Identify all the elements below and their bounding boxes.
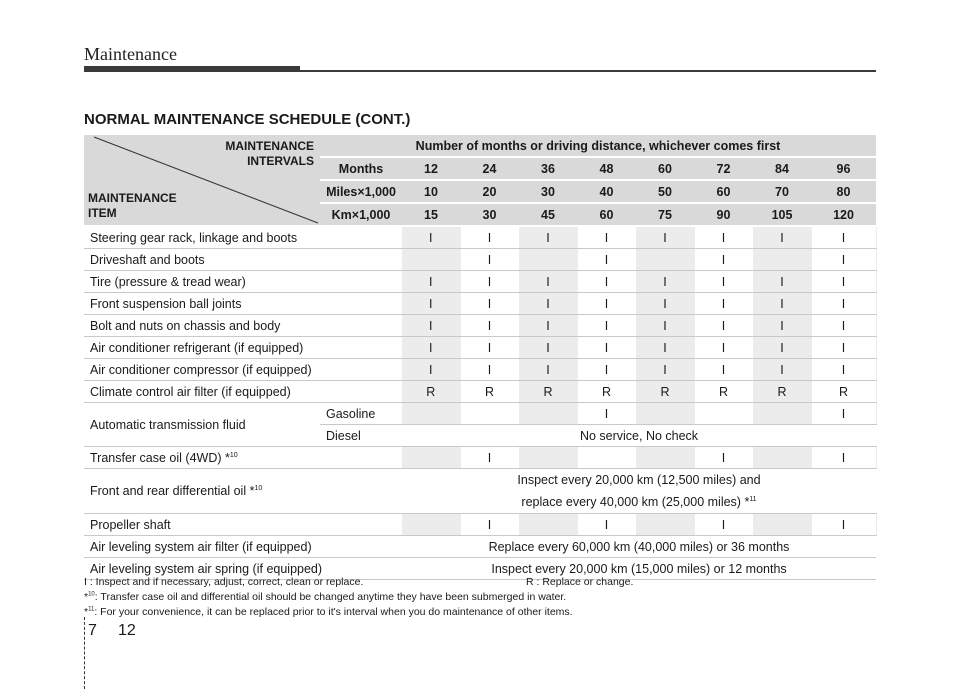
- item-name: Propeller shaft: [84, 514, 402, 536]
- note-line: [406, 490, 872, 512]
- schedule-cell: I: [402, 315, 460, 337]
- scale-value: 40: [577, 180, 636, 203]
- schedule-cell: I: [694, 337, 753, 359]
- corner-header-cell: [84, 135, 320, 227]
- schedule-cell: I: [753, 359, 811, 381]
- item-name-text: Transfer case oil (4WD) *: [90, 450, 230, 465]
- schedule-cell: [519, 514, 577, 536]
- fuel-type-label: Diesel: [320, 425, 402, 447]
- schedule-cell: R: [577, 381, 636, 403]
- schedule-cell: I: [402, 226, 460, 249]
- schedule-cell: [402, 249, 460, 271]
- schedule-cell: I: [577, 359, 636, 381]
- item-name: Air leveling system air filter (if equipped): [84, 536, 402, 558]
- fuel-type-label: Gasoline: [320, 403, 402, 425]
- table-row: [84, 359, 876, 381]
- span-note: [402, 469, 876, 514]
- scale-value: 80: [811, 180, 876, 203]
- scale-value: 72: [694, 157, 753, 180]
- schedule-cell: I: [577, 315, 636, 337]
- schedule-cell: [636, 514, 694, 536]
- schedule-cell: I: [753, 315, 811, 337]
- table-row: [84, 271, 876, 293]
- corner-intervals-label: [225, 139, 314, 169]
- schedule-cell: R: [460, 381, 519, 403]
- item-name: Tire (pressure & tread wear): [84, 271, 402, 293]
- header-rule: [300, 70, 876, 72]
- schedule-cell: I: [460, 359, 519, 381]
- schedule-cell: I: [460, 514, 519, 536]
- schedule-cell: [402, 403, 460, 425]
- span-note: Replace every 60,000 km (40,000 miles) or 36 months: [402, 536, 876, 558]
- schedule-cell: I: [460, 447, 519, 469]
- schedule-cell: I: [811, 315, 876, 337]
- table-row: [84, 381, 876, 403]
- schedule-cell: [636, 249, 694, 271]
- scale-value: 90: [694, 203, 753, 226]
- schedule-cell: I: [753, 293, 811, 315]
- scale-value: 30: [519, 180, 577, 203]
- schedule-cell: I: [636, 315, 694, 337]
- schedule-cell: [753, 514, 811, 536]
- schedule-cell: I: [753, 226, 811, 249]
- table-row: [84, 514, 876, 536]
- schedule-cell: I: [460, 293, 519, 315]
- schedule-cell: I: [811, 514, 876, 536]
- table-row: [84, 226, 876, 249]
- schedule-cell: I: [636, 271, 694, 293]
- legend-inspect: I : Inspect and if necessary, adjust, correct, clean or replace.: [84, 576, 364, 588]
- schedule-cell: I: [460, 337, 519, 359]
- item-name: [84, 447, 402, 469]
- item-name: Bolt and nuts on chassis and body: [84, 315, 402, 337]
- schedule-cell: I: [519, 359, 577, 381]
- schedule-cell: I: [694, 271, 753, 293]
- page-number-rule: [84, 617, 87, 689]
- schedule-cell: I: [636, 359, 694, 381]
- schedule-cell: I: [753, 271, 811, 293]
- scale-value: 45: [519, 203, 577, 226]
- schedule-cell: [402, 447, 460, 469]
- schedule-cell: [402, 514, 460, 536]
- schedule-cell: R: [402, 381, 460, 403]
- scale-value: 60: [636, 157, 694, 180]
- schedule-cell: I: [694, 315, 753, 337]
- schedule-cell: I: [694, 359, 753, 381]
- schedule-cell: I: [460, 315, 519, 337]
- item-name: Steering gear rack, linkage and boots: [84, 226, 402, 249]
- item-name-text: Front and rear differential oil *: [90, 484, 255, 498]
- schedule-cell: I: [811, 403, 876, 425]
- schedule-cell: I: [636, 293, 694, 315]
- table-row: [84, 447, 876, 469]
- schedule-cell: R: [636, 381, 694, 403]
- schedule-cell: [460, 403, 519, 425]
- scale-value: 10: [402, 180, 460, 203]
- schedule-cell: I: [811, 293, 876, 315]
- table-row: [84, 249, 876, 271]
- scale-label: Km×1,000: [320, 203, 402, 226]
- page-header-title: Maintenance: [84, 44, 177, 64]
- schedule-cell: I: [402, 337, 460, 359]
- schedule-cell: I: [577, 403, 636, 425]
- schedule-cell: I: [811, 447, 876, 469]
- schedule-cell: I: [694, 226, 753, 249]
- schedule-cell: [519, 403, 577, 425]
- table-row: [84, 337, 876, 359]
- span-note: Inspect every 20,000 km (15,000 miles) or 12 months: [402, 558, 876, 580]
- scale-label: Miles×1,000: [320, 180, 402, 203]
- scale-value: 60: [694, 180, 753, 203]
- item-name: [84, 469, 402, 514]
- scale-value: 105: [753, 203, 811, 226]
- footnote-11-text: : For your convenience, it can be replaced prior to it's interval when you do maintenance of other items.: [94, 606, 573, 618]
- span-note: No service, No check: [402, 425, 876, 447]
- schedule-cell: I: [519, 337, 577, 359]
- schedule-cell: R: [519, 381, 577, 403]
- schedule-cell: I: [519, 315, 577, 337]
- footnote-ref: 10: [254, 484, 263, 492]
- schedule-cell: I: [811, 337, 876, 359]
- schedule-cell: [636, 403, 694, 425]
- schedule-cell: I: [402, 293, 460, 315]
- schedule-cell: I: [694, 514, 753, 536]
- page-number: 12: [118, 622, 136, 639]
- schedule-cell: I: [577, 226, 636, 249]
- section-title: NORMAL MAINTENANCE SCHEDULE (CONT.): [84, 111, 411, 128]
- item-name: Air leveling system air spring (if equipped): [84, 558, 402, 580]
- schedule-cell: I: [460, 271, 519, 293]
- scale-value: 84: [753, 157, 811, 180]
- footnote-ref: 10: [229, 451, 238, 459]
- schedule-cell: I: [694, 293, 753, 315]
- scale-value: 30: [460, 203, 519, 226]
- schedule-cell: I: [577, 514, 636, 536]
- scale-value: 20: [460, 180, 519, 203]
- scale-value: 120: [811, 203, 876, 226]
- footnote-ref: 11: [749, 495, 757, 503]
- scale-value: 12: [402, 157, 460, 180]
- schedule-cell: I: [519, 293, 577, 315]
- schedule-cell: [577, 447, 636, 469]
- scale-value: 75: [636, 203, 694, 226]
- scale-value: 36: [519, 157, 577, 180]
- footnote-10-mark: 10: [88, 591, 95, 598]
- item-name: Climate control air filter (if equipped): [84, 381, 402, 403]
- note-line: Inspect every 20,000 km (12,500 miles) and: [517, 472, 761, 487]
- scale-value: 70: [753, 180, 811, 203]
- scale-value: 50: [636, 180, 694, 203]
- chapter-number: 7: [88, 622, 97, 639]
- scale-value: 60: [577, 203, 636, 226]
- interval-header: Number of months or driving distance, whichever comes first: [320, 135, 876, 158]
- scale-value: 96: [811, 157, 876, 180]
- schedule-cell: I: [460, 226, 519, 249]
- schedule-cell: I: [577, 271, 636, 293]
- scale-value: 24: [460, 157, 519, 180]
- schedule-cell: [753, 447, 811, 469]
- corner-bottom-line1: MAINTENANCE: [88, 191, 177, 205]
- schedule-cell: I: [753, 337, 811, 359]
- schedule-cell: [519, 447, 577, 469]
- schedule-cell: I: [402, 271, 460, 293]
- table-row: [84, 315, 876, 337]
- schedule-cell: I: [636, 226, 694, 249]
- footnote-10-text: : Transfer case oil and differential oil should be changed anytime they have been submerged in water.: [94, 591, 567, 603]
- schedule-cell: I: [402, 359, 460, 381]
- schedule-cell: R: [753, 381, 811, 403]
- schedule-cell: I: [636, 337, 694, 359]
- footnote-11: *$^{11}$: For your convenience, it can be replaced prior to it's interval when you do maintenance of other items.: [84, 606, 573, 618]
- schedule-cell: I: [811, 226, 876, 249]
- corner-bottom-line2: ITEM: [88, 206, 117, 220]
- table-row: [84, 536, 876, 558]
- schedule-cell: I: [811, 249, 876, 271]
- table-row: [84, 403, 876, 425]
- legend-replace: R : Replace or change.: [526, 576, 634, 588]
- schedule-cell: I: [694, 447, 753, 469]
- schedule-cell: R: [694, 381, 753, 403]
- schedule-cell: [694, 403, 753, 425]
- schedule-cell: I: [811, 271, 876, 293]
- table-row: [84, 469, 876, 514]
- footnote-11-mark: 11: [88, 606, 95, 613]
- table-row: [84, 293, 876, 315]
- corner-top-line1: MAINTENANCE: [225, 139, 314, 153]
- schedule-cell: I: [519, 226, 577, 249]
- schedule-cell: [636, 447, 694, 469]
- schedule-cell: [753, 249, 811, 271]
- schedule-cell: I: [577, 249, 636, 271]
- footnote-10: *$^{10}$: Transfer case oil and differential oil should be changed anytime they have been submerged in water.: [84, 591, 567, 603]
- schedule-cell: I: [577, 293, 636, 315]
- schedule-cell: R: [811, 381, 876, 403]
- corner-top-line2: INTERVALS: [247, 154, 314, 168]
- scale-value: 48: [577, 157, 636, 180]
- item-name: Automatic transmission fluid: [84, 403, 320, 447]
- item-name: Air conditioner refrigerant (if equipped): [84, 337, 402, 359]
- scale-label: Months: [320, 157, 402, 180]
- schedule-cell: I: [577, 337, 636, 359]
- schedule-cell: I: [460, 249, 519, 271]
- schedule-cell: [519, 249, 577, 271]
- item-name: Air conditioner compressor (if equipped): [84, 359, 402, 381]
- schedule-cell: I: [694, 249, 753, 271]
- schedule-cell: I: [519, 271, 577, 293]
- maintenance-schedule-table: [84, 134, 877, 580]
- corner-item-label: [88, 191, 177, 221]
- item-name: Front suspension ball joints: [84, 293, 402, 315]
- schedule-cell: I: [811, 359, 876, 381]
- scale-value: 15: [402, 203, 460, 226]
- note-line-text: replace every 40,000 km (25,000 miles) *: [521, 495, 750, 510]
- header-bar: [84, 66, 300, 72]
- schedule-cell: [753, 403, 811, 425]
- item-name: Driveshaft and boots: [84, 249, 402, 271]
